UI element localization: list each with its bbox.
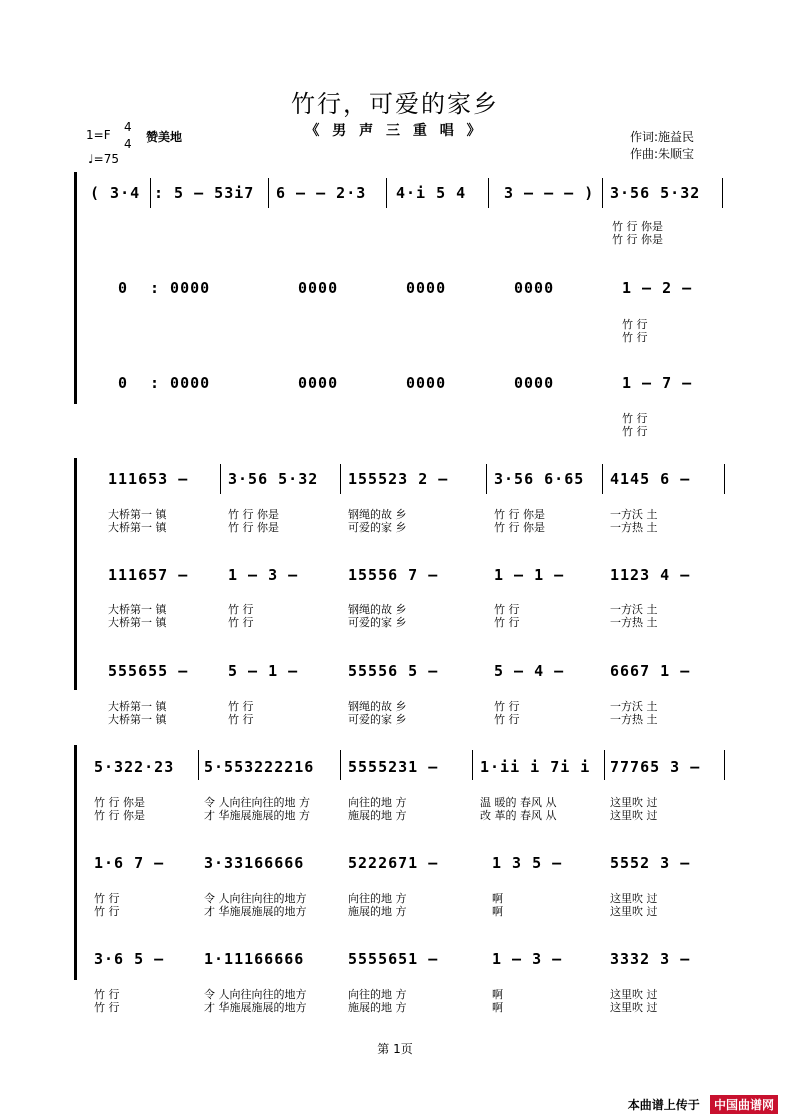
notes-voice2-m0: 0	[118, 279, 129, 297]
notes-voice3-m1: 1·11166666	[204, 950, 305, 968]
lyric-line: 啊	[492, 1001, 503, 1014]
barline	[386, 178, 387, 208]
notes-voice3-m2: 55556 5 –	[348, 662, 439, 680]
notes-voice1-m2: 155523 2 –	[348, 470, 449, 488]
barline	[486, 464, 487, 494]
notes-voice3-m3: 5 – 4 –	[494, 662, 565, 680]
lyric-line: 竹 行	[622, 412, 648, 425]
lyric-line: 令 人向往向往的地方	[204, 892, 307, 905]
notes-voice2-m4: 1123 4 –	[610, 566, 691, 584]
barline	[722, 178, 723, 208]
lyricist: 作词:施益民	[630, 130, 695, 144]
lyric-line: 竹 行	[228, 603, 254, 616]
lyric-line: 才 华施展施展的地 方	[204, 809, 310, 822]
lyric-line: 才 华施展施展的地方	[204, 1001, 307, 1014]
barline	[198, 750, 199, 780]
barline	[268, 178, 269, 208]
notes-voice3-m0: 555655 –	[108, 662, 189, 680]
lyric-line: 才 华施展施展的地方	[204, 905, 307, 918]
notes-voice1-m4: 77765 3 –	[610, 758, 701, 776]
lyric-line: 施展的地 方	[348, 905, 407, 918]
lyric-line: 竹 行	[494, 603, 520, 616]
barline	[220, 464, 221, 494]
notes-voice2-m3: 1 3 5 –	[492, 854, 563, 872]
lyric-line: 令 人向往向往的地方	[204, 988, 307, 1001]
lyric-line: 钢绳的故 乡	[348, 700, 407, 713]
lyric-line: 这里吹 过	[610, 809, 658, 822]
barline	[340, 464, 341, 494]
lyric-line: 大桥第一 镇	[108, 616, 167, 629]
site-credit[interactable]	[628, 1095, 778, 1114]
lyric-line: 竹 行 你是	[94, 809, 145, 822]
lyric-line: 这里吹 过	[610, 892, 658, 905]
lyric-line: 一方热 土	[610, 521, 658, 534]
time-signature-top: 4	[124, 120, 132, 134]
lyric-line: 温 暖的 春风 从	[480, 796, 557, 809]
lyric-line: 大桥第一 镇	[108, 521, 167, 534]
lyric-line: 竹 行	[228, 713, 254, 726]
lyric-line: 钢绳的故 乡	[348, 508, 407, 521]
lyric-line: 可爱的家 乡	[348, 616, 407, 629]
notes-voice1-m2: 6 – – 2·3	[276, 184, 367, 202]
lyric-line: 啊	[492, 892, 503, 905]
lyric-line: 竹 行 你是	[228, 521, 279, 534]
lyric-line: 向往的地 方	[348, 988, 407, 1001]
lyric-line: 施展的地 方	[348, 1001, 407, 1014]
lyric-line: 大桥第一 镇	[108, 700, 167, 713]
notes-voice1-m2: 5555231 –	[348, 758, 439, 776]
notes-voice1-m1: : 5 – 53i7	[154, 184, 255, 202]
notes-voice3-m0: 0	[118, 374, 129, 392]
lyric-line: 这里吹 过	[610, 796, 658, 809]
barline	[724, 464, 725, 494]
notes-voice1-m0: ( 3·4	[90, 184, 141, 202]
notes-voice2-m3: 0000	[406, 279, 447, 297]
lyric-line: 改 革的 春风 从	[480, 809, 557, 822]
lyric-line: 竹 行	[94, 1001, 120, 1014]
score-subtitle: 《 男 声 三 重 唱 》	[305, 123, 485, 139]
lyric-line: 一方热 土	[610, 713, 658, 726]
notes-voice1-m1: 5·553222216	[204, 758, 315, 776]
notes-voice2-m1: : 0000	[150, 279, 211, 297]
lyric-line: 大桥第一 镇	[108, 713, 167, 726]
lyric-line: 大桥第一 镇	[108, 603, 167, 616]
notes-voice3-m4: 0000	[514, 374, 555, 392]
notes-voice3-m2: 0000	[298, 374, 339, 392]
notes-voice2-m3: 1 – 1 –	[494, 566, 565, 584]
lyric-line: 啊	[492, 988, 503, 1001]
notes-voice3-m3: 0000	[406, 374, 447, 392]
lyric-line: 可爱的家 乡	[348, 713, 407, 726]
notes-voice3-m3: 1 – 3 –	[492, 950, 563, 968]
lyric-line: 竹 行	[494, 700, 520, 713]
notes-voice2-m4: 5552 3 –	[610, 854, 691, 872]
lyric-line: 这里吹 过	[610, 905, 658, 918]
barline	[340, 750, 341, 780]
notes-voice2-m4: 0000	[514, 279, 555, 297]
expression-mark: 赞美地	[146, 130, 183, 144]
barline	[604, 750, 605, 780]
lyric-line: 大桥第一 镇	[108, 508, 167, 521]
notes-voice2-m0: 111657 –	[108, 566, 189, 584]
lyric-line: 竹 行 你是	[612, 233, 663, 246]
lyric-line: 竹 行 你是	[494, 521, 545, 534]
page-number: 第 1页	[377, 1042, 413, 1056]
lyric-line: 竹 行	[94, 988, 120, 1001]
lyric-line: 这里吹 过	[610, 988, 658, 1001]
tempo-mark: ♩=75	[88, 152, 119, 166]
notes-voice1-m4: 3 – – – )	[504, 184, 595, 202]
lyric-line: 向往的地 方	[348, 892, 407, 905]
notes-voice3-m5: 1 – 7 –	[622, 374, 693, 392]
upload-text: 本曲谱上传于	[627, 1098, 700, 1112]
notes-voice2-m1: 3·33166666	[204, 854, 305, 872]
notes-voice2-m5: 1 – 2 –	[622, 279, 693, 297]
lyric-line: 竹 行 你是	[612, 220, 663, 233]
lyric-line: 一方沃 土	[610, 700, 658, 713]
lyric-line: 竹 行 你是	[494, 508, 545, 521]
lyric-line: 一方沃 土	[610, 508, 658, 521]
lyric-line: 向往的地 方	[348, 796, 407, 809]
lyric-line: 施展的地 方	[348, 809, 407, 822]
score-title: 竹行，可爱的家乡	[291, 90, 499, 118]
lyric-line: 竹 行	[622, 318, 648, 331]
lyric-line: 竹 行	[494, 713, 520, 726]
lyric-line: 竹 行	[622, 425, 648, 438]
site-logo: 中国曲谱网	[710, 1095, 778, 1114]
notes-voice1-m3: 4·i 5 4	[396, 184, 467, 202]
notes-voice3-m4: 3332 3 –	[610, 950, 691, 968]
notes-voice3-m4: 6667 1 –	[610, 662, 691, 680]
lyric-line: 钢绳的故 乡	[348, 603, 407, 616]
time-signature-bottom: 4	[124, 137, 132, 151]
lyric-line: 竹 行	[228, 616, 254, 629]
lyric-line: 啊	[492, 905, 503, 918]
lyric-line: 竹 行 你是	[228, 508, 279, 521]
key-signature: 1=F	[86, 128, 111, 142]
barline	[602, 464, 603, 494]
notes-voice2-m1: 1 – 3 –	[228, 566, 299, 584]
lyric-line: 竹 行	[494, 616, 520, 629]
barline	[472, 750, 473, 780]
notes-voice3-m0: 3·6 5 –	[94, 950, 165, 968]
barline	[602, 178, 603, 208]
system-brace	[74, 172, 77, 404]
notes-voice1-m0: 111653 –	[108, 470, 189, 488]
lyric-line: 竹 行	[94, 892, 120, 905]
notes-voice1-m1: 3·56 5·32	[228, 470, 319, 488]
notes-voice1-m3: 3·56 6·65	[494, 470, 585, 488]
notes-voice3-m1: : 0000	[150, 374, 211, 392]
notes-voice2-m2: 15556 7 –	[348, 566, 439, 584]
notes-voice2-m0: 1·6 7 –	[94, 854, 165, 872]
notes-voice1-m5: 3·56 5·32	[610, 184, 701, 202]
notes-voice3-m1: 5 – 1 –	[228, 662, 299, 680]
notes-voice2-m2: 0000	[298, 279, 339, 297]
notes-voice3-m2: 5555651 –	[348, 950, 439, 968]
system-brace	[74, 458, 77, 690]
lyric-line: 竹 行	[622, 331, 648, 344]
lyric-line: 这里吹 过	[610, 1001, 658, 1014]
lyric-line: 竹 行	[228, 700, 254, 713]
lyric-line: 令 人向往向往的地 方	[204, 796, 310, 809]
barline	[488, 178, 489, 208]
notes-voice1-m4: 4145 6 –	[610, 470, 691, 488]
notes-voice1-m0: 5·322·23	[94, 758, 175, 776]
notes-voice2-m2: 5222671 –	[348, 854, 439, 872]
lyric-line: 竹 行 你是	[94, 796, 145, 809]
lyric-line: 一方沃 土	[610, 603, 658, 616]
composer: 作曲:朱顺宝	[630, 147, 695, 161]
barline	[724, 750, 725, 780]
lyric-line: 可爱的家 乡	[348, 521, 407, 534]
notes-voice1-m3: 1·ii i 7i i	[480, 758, 591, 776]
barline	[150, 178, 151, 208]
lyric-line: 一方热 土	[610, 616, 658, 629]
lyric-line: 竹 行	[94, 905, 120, 918]
system-brace	[74, 745, 77, 980]
